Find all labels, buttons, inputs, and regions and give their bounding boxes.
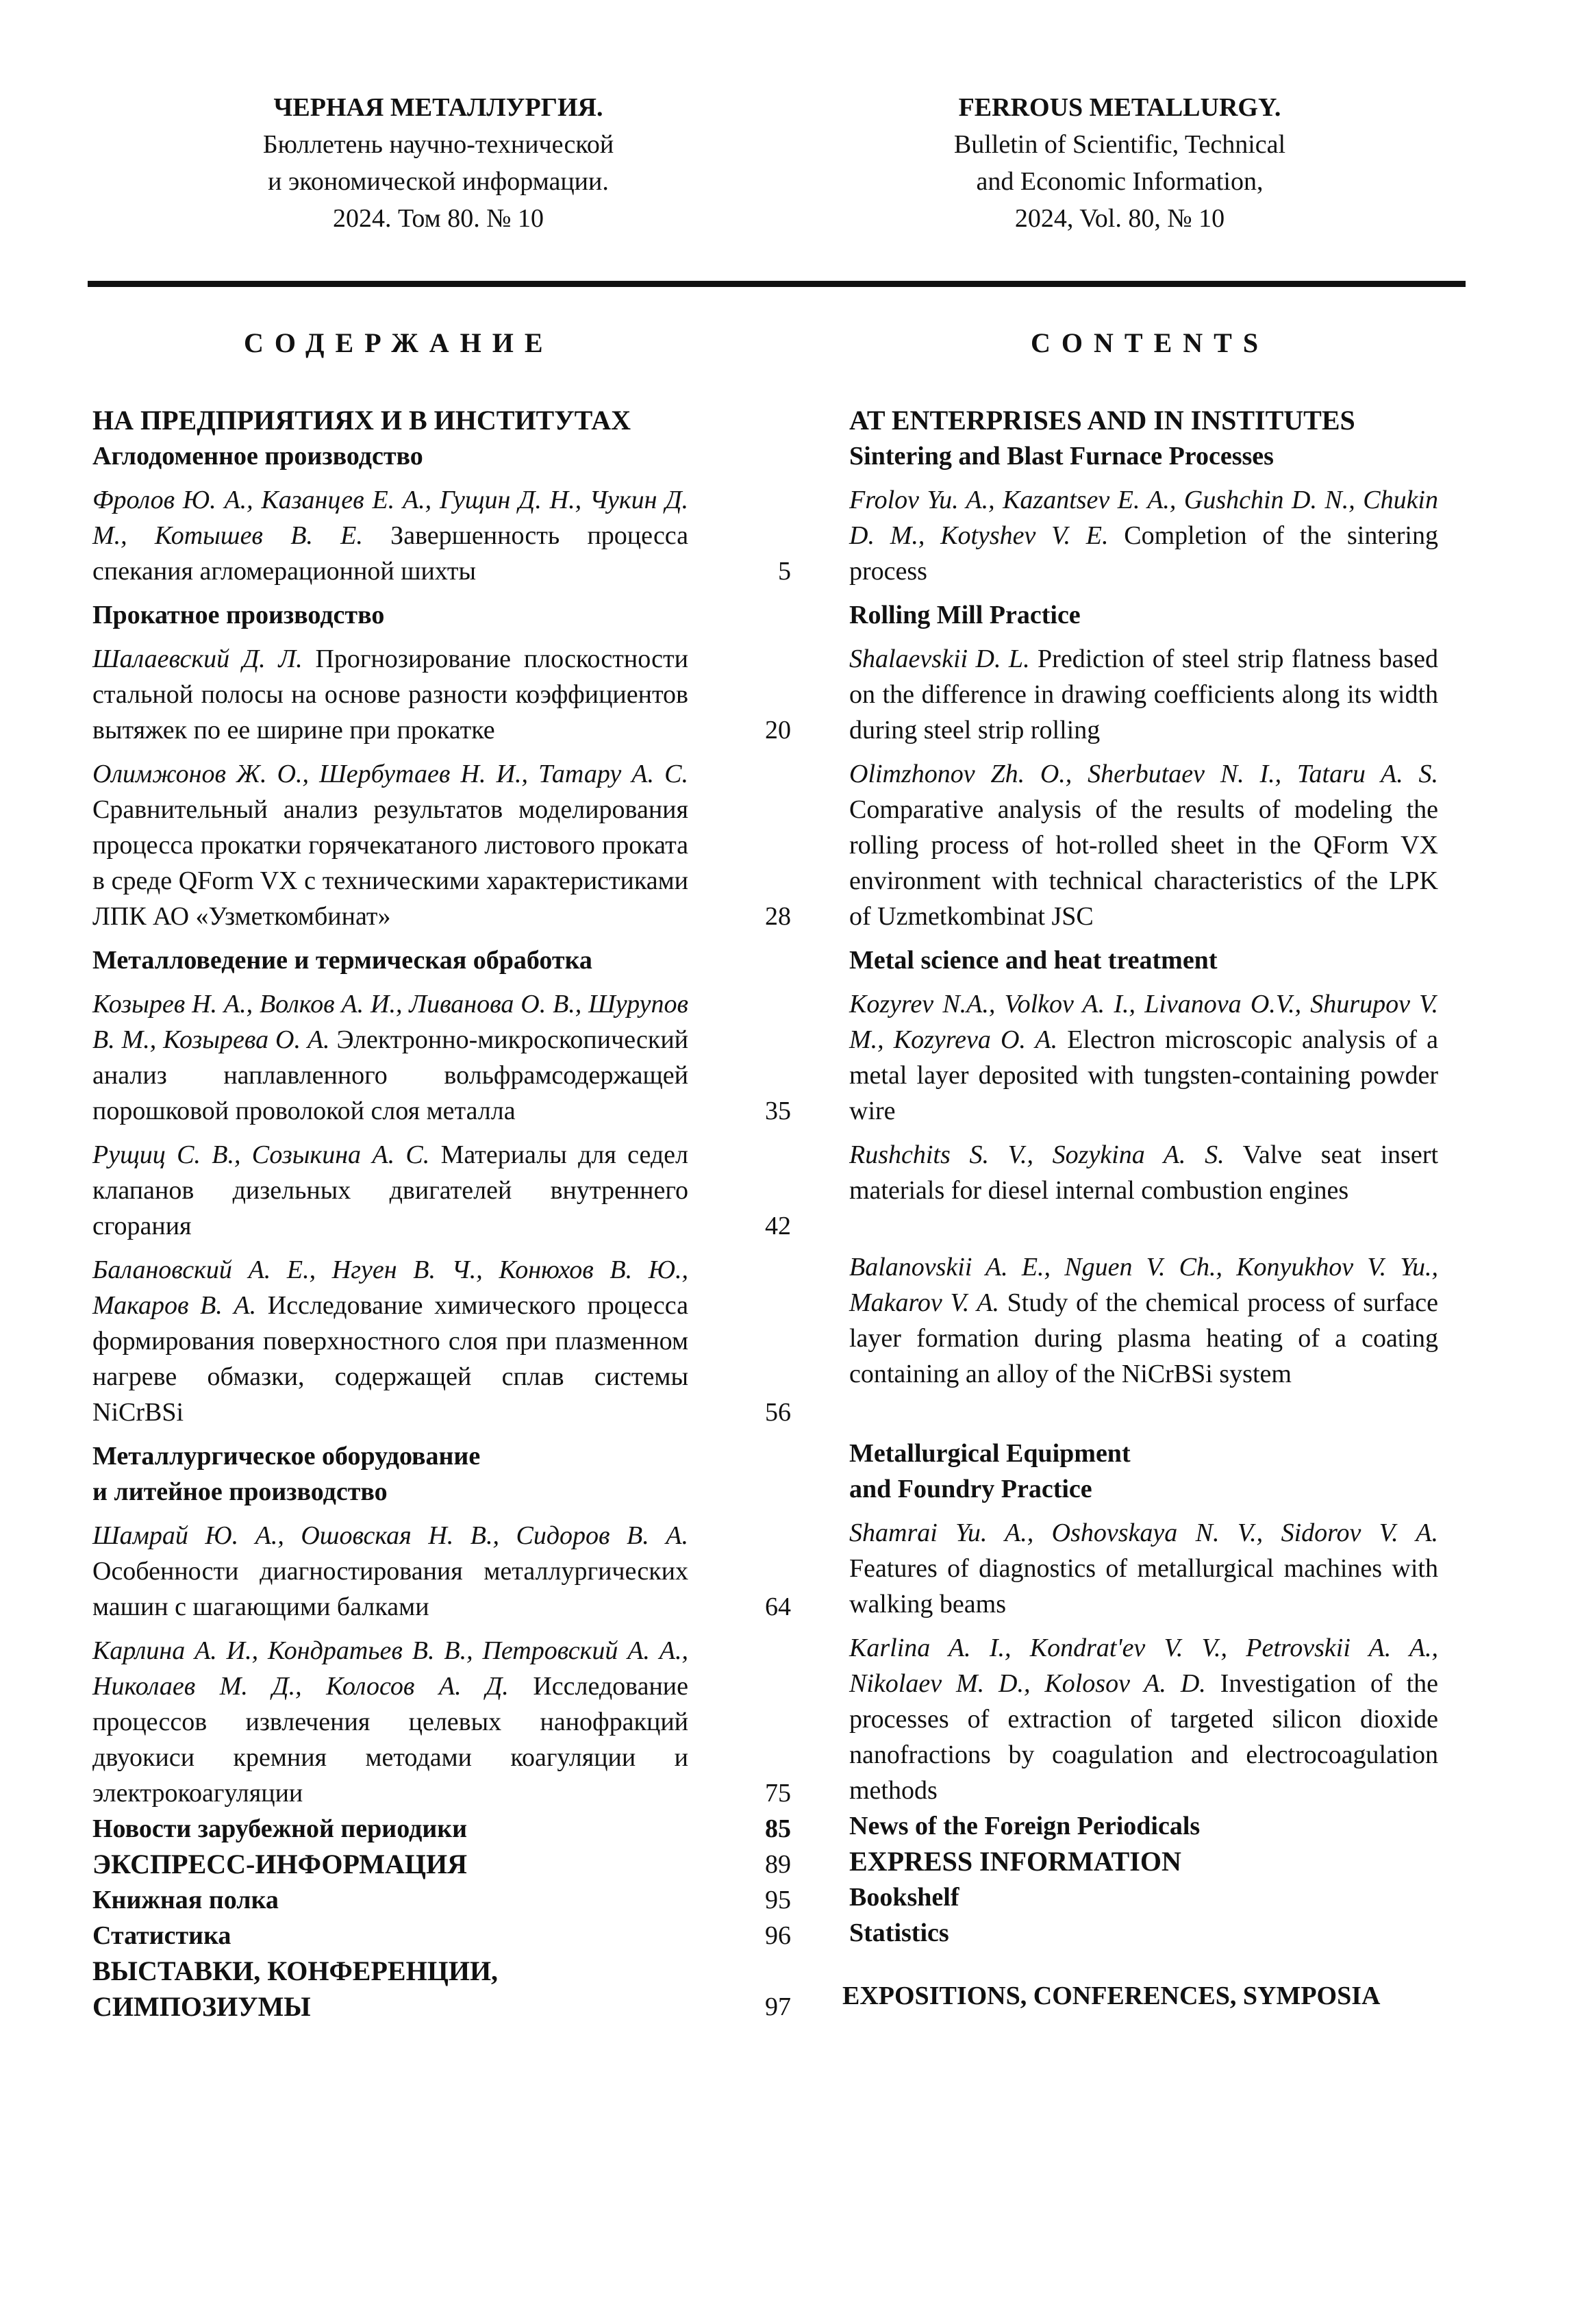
toc-entry[interactable] (849, 641, 1438, 748)
toc-entry[interactable] (92, 1633, 791, 1811)
entry-title: Материалы для седел клапанов дизельных двигателей внутреннего сгорания (92, 1140, 689, 1240)
page-number: 42 (765, 1212, 791, 1240)
subsection-heading: Rolling Mill Practice (849, 601, 1081, 629)
page-number: 97 (765, 1992, 791, 2021)
page-number: 28 (765, 902, 791, 931)
toc-row-label[interactable]: EXPRESS INFORMATION (849, 1846, 1181, 1877)
entry-authors: Козырев Н. А., Волков А. И., Ливанова О. В., Шурупов В. М., Козырева О. А. (92, 990, 688, 1054)
entry-authors: Rushchits S. V., Sozykina A. S. (849, 1140, 1225, 1169)
journal-subtitle-ru-1: Бюллетень научно-технической (262, 130, 614, 159)
page-number: 64 (765, 1592, 791, 1621)
entry-title: Электронно-микроскопический анализ наплавленного вольфрамсодержащей порошковой проволокой слоя металла (92, 1025, 689, 1125)
page-number: 96 (765, 1921, 791, 1950)
page-number: 35 (765, 1097, 791, 1125)
contents-title-ru: СОДЕРЖАНИЕ (244, 327, 554, 358)
journal-subtitle-en-2: and Economic Information, (976, 167, 1264, 196)
journal-issue-ru: 2024. Том 80. № 10 (333, 204, 544, 233)
entry-title: Особенности диагностирования металлургических машин с шагающими балками (92, 1557, 688, 1621)
section-heading: НА ПРЕДПРИЯТИЯХ И В ИНСТИТУТАХ (92, 405, 631, 436)
entry-title: Исследование химического процесса формирования поверхностного слоя при плазменном нагреве обмазки, содержащей сплав системы NiCrBSi (92, 1291, 688, 1427)
subsection-heading: Sintering and Blast Furnace Processes (849, 442, 1274, 471)
page-number: 56 (765, 1398, 791, 1427)
entry-title: Completion of the sintering process (849, 521, 1438, 586)
entry-authors: Олимжонов Ж. О., Шербутаев Н. И., Татару А. С. (92, 760, 688, 788)
spacer (849, 1208, 1438, 1241)
toc-row-label[interactable]: EXPOSITIONS, CONFERENCES, SYMPOSIA (842, 1982, 1381, 2010)
toc-entry[interactable] (92, 1252, 791, 1430)
toc-row-label-line: ВЫСТАВКИ, КОНФЕРЕНЦИИ, (92, 1956, 499, 1986)
subsection-heading: Прокатное производство (92, 601, 385, 629)
contents-column-en (842, 403, 1439, 2014)
header-divider (88, 281, 1466, 287)
toc-entry[interactable] (849, 482, 1438, 589)
journal-issue-en: 2024, Vol. 80, № 10 (1014, 204, 1225, 233)
page-number: 89 (765, 1850, 791, 1879)
toc-row-label[interactable]: Bookshelf (849, 1883, 959, 1912)
entry-title: Valve seat insert materials for diesel internal combustion engines (849, 1140, 1438, 1205)
entry-title: Investigation of the processes of extraction of targeted silicon dioxide nanofractions by coagulation and electrocoagulation methods (849, 1669, 1439, 1805)
toc-row-label: ЭКСПРЕСС-ИНФОРМАЦИЯ (92, 1849, 467, 1879)
toc-entry[interactable] (849, 1137, 1438, 1208)
entry-title: Electron microscopic analysis of a metal layer deposited with tungsten-containing powder wire (849, 1025, 1439, 1125)
toc-row[interactable] (92, 1918, 791, 1953)
journal-title-ru: ЧЕРНАЯ МЕТАЛЛУРГИЯ. (273, 93, 603, 122)
subsection-heading-line: и литейное производство (92, 1477, 388, 1506)
toc-entry[interactable] (849, 986, 1438, 1129)
toc-entry[interactable] (92, 482, 791, 589)
subsection-heading (92, 1438, 791, 1510)
subsection-heading (849, 1436, 1438, 1507)
toc-entry[interactable] (92, 756, 791, 934)
toc-row[interactable] (92, 1882, 791, 1918)
page-number: 5 (778, 557, 791, 586)
toc-row-label[interactable]: Statistics (849, 1919, 949, 1947)
toc-entry[interactable] (92, 986, 791, 1129)
entry-authors: Shamrai Yu. A., Oshovskaya N. V., Sidorov V. A. (849, 1519, 1438, 1547)
entry-title: Завершенность процесса спекания агломерационной шихты (92, 521, 689, 586)
toc-entry[interactable] (92, 641, 791, 748)
entry-authors: Kozyrev N.A., Volkov A. I., Livanova O.V., Shurupov V. M., Kozyreva O. A. (849, 990, 1438, 1054)
entry-title: Prediction of steel strip flatness based on the difference in drawing coefficients along its width during steel strip rolling (849, 645, 1439, 745)
entry-authors: Olimzhonov Zh. O., Sherbutaev N. I., Tataru A. S. (849, 760, 1438, 788)
header-ru (178, 89, 699, 237)
entry-authors: Рущиц С. В., Созыкина А. С. (92, 1140, 430, 1169)
toc-row-label: Статистика (92, 1921, 231, 1950)
subsection-heading-line: Металлургическое оборудование (92, 1442, 481, 1471)
toc-entry[interactable] (849, 1249, 1438, 1392)
toc-entry[interactable] (92, 1518, 791, 1625)
toc-row[interactable] (92, 1811, 791, 1847)
header-en (859, 89, 1380, 237)
entry-title: Сравнительный анализ результатов моделирования процесса прокатки горячекатаного листового проката в среде QForm VX с техническими характеристиками ЛПК АО «Узметкомбинат» (92, 795, 688, 931)
entry-authors: Балановский А. Е., Нгуен В. Ч., Конюхов В. Ю., Макаров В. А. (92, 1255, 688, 1320)
subsection-heading: Metal science and heat treatment (849, 946, 1218, 975)
entry-title: Исследование процессов извлечения целевых нанофракций двуокиси кремния методами коагуляции и электрокоагуляции (92, 1672, 688, 1808)
entry-authors: Шалаевский Д. Л. (92, 645, 303, 673)
entry-authors: Шамрай Ю. А., Ошовская Н. В., Сидоров В. А. (92, 1521, 688, 1550)
entry-title: Features of diagnostics of metallurgical machines with walking beams (849, 1554, 1438, 1619)
toc-entry[interactable] (92, 1137, 791, 1244)
toc-row-label: Книжная полка (92, 1886, 279, 1914)
page-number: 85 (765, 1814, 791, 1843)
page-number: 75 (765, 1779, 791, 1808)
entry-title: Study of the chemical process of surface layer formation during plasma heating of a coating containing an alloy of the NiCrBSi system (849, 1288, 1438, 1388)
journal-title-en: FERROUS METALLURGY. (958, 93, 1281, 122)
contents-title-en: CONTENTS (1031, 327, 1270, 358)
toc-entry[interactable] (849, 756, 1438, 934)
section-heading: AT ENTERPRISES AND IN INSTITUTES (849, 405, 1355, 436)
page-number: 95 (765, 1886, 791, 1914)
entry-title: Comparative analysis of the results of modeling the rolling process of hot-rolled sheet in the QForm VX environment with technical characteristics of the LPK of Uzmetkombinat JSC (849, 795, 1438, 931)
contents-column-ru (92, 403, 791, 2025)
subsection-heading: Металловедение и термическая обработка (92, 946, 592, 975)
subsection-heading-line: Metallurgical Equipment (849, 1439, 1131, 1468)
entry-authors: Karlina A. I., Kondrat'ev V. V., Petrovskii A. A., Nikolaev M. D., Kolosov A. D. (849, 1634, 1438, 1698)
subsection-heading-line: and Foundry Practice (849, 1475, 1092, 1503)
page-number: 20 (765, 716, 791, 745)
toc-row-label-line: СИМПОЗИУМЫ (92, 1991, 311, 2022)
toc-entry[interactable] (849, 1630, 1438, 1808)
toc-row[interactable] (92, 1953, 791, 2025)
toc-entry[interactable] (849, 1515, 1438, 1622)
entry-title: Прогнозирование плоскостности стальной полосы на основе разности коэффициентов вытяжек по ее ширине при прокатке (92, 645, 688, 745)
entry-authors: Фролов Ю. А., Казанцев Е. А., Гущин Д. Н., Чукин Д. М., Котышев В. Е. (92, 486, 688, 550)
toc-row[interactable] (92, 1847, 791, 1882)
entry-authors: Карлина А. И., Кондратьев В. В., Петровский А. А., Николаев М. Д., Колосов А. Д. (92, 1636, 688, 1701)
entry-authors: Frolov Yu. A., Kazantsev E. A., Gushchin D. N., Chukin D. M., Kotyshev V. E. (849, 486, 1438, 550)
entry-authors: Shalaevskii D. L. (849, 645, 1030, 673)
toc-row-label (92, 1953, 688, 2025)
journal-subtitle-ru-2: и экономической информации. (268, 167, 609, 196)
toc-row-label[interactable]: News of the Foreign Periodicals (849, 1812, 1201, 1840)
entry-authors: Balanovskii A. E., Nguen V. Ch., Konyukhov V. Yu., Makarov V. A. (849, 1253, 1438, 1317)
toc-row-label: Новости зарубежной периодики (92, 1814, 468, 1843)
journal-subtitle-en-1: Bulletin of Scientific, Technical (953, 130, 1286, 159)
subsection-heading: Аглодоменное производство (92, 442, 423, 471)
